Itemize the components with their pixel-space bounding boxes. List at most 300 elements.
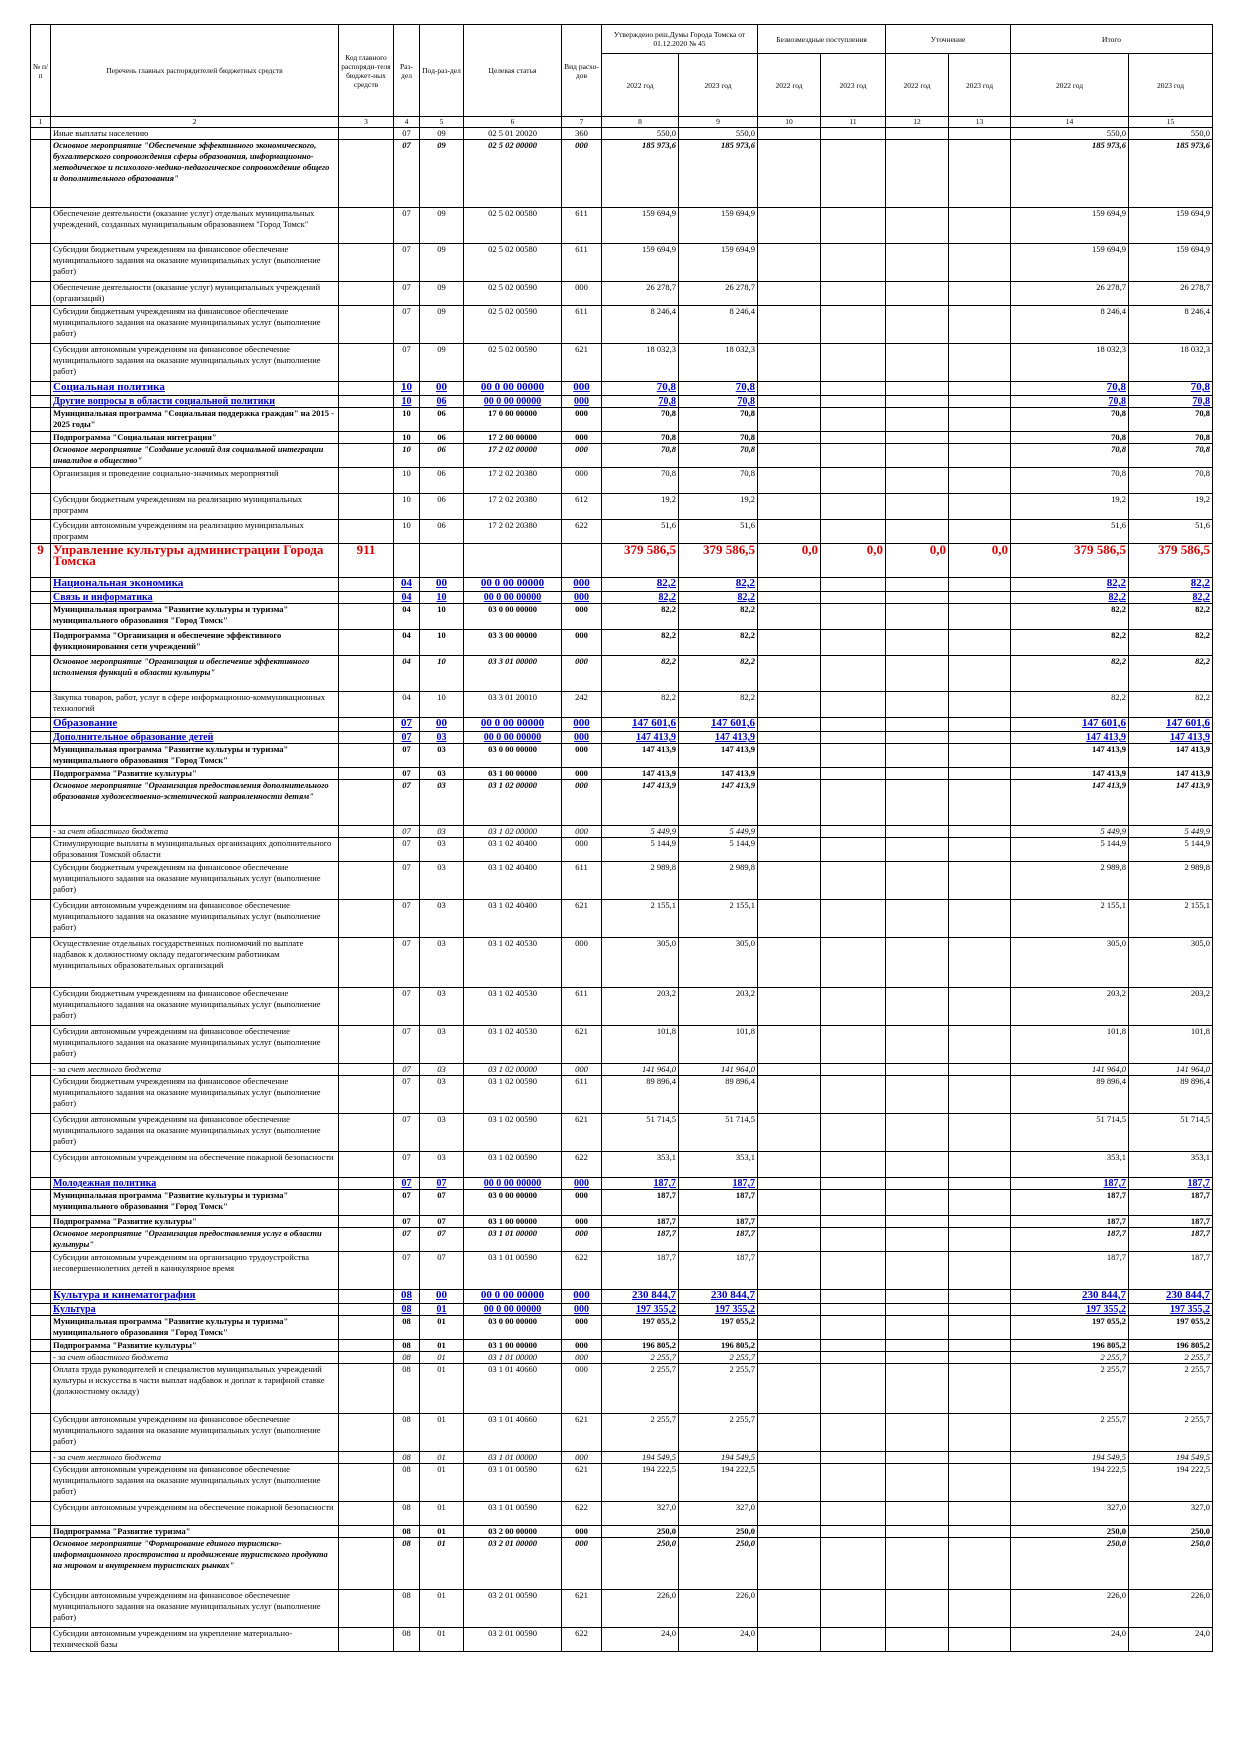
free-2022	[758, 1364, 821, 1414]
clarify-2023	[949, 432, 1011, 444]
table-row	[31, 630, 1213, 656]
free-2022	[758, 494, 821, 520]
row-target-article: 03 2 01 00590	[464, 1590, 562, 1628]
clarify-2023	[949, 938, 1011, 988]
approved-2022: 82,2	[602, 656, 679, 692]
clarify-2022	[886, 1228, 949, 1252]
clarify-2023	[949, 1190, 1011, 1216]
total-2023: 147 413,9	[1129, 768, 1213, 780]
total-2022: 70,8	[1011, 382, 1129, 396]
clarify-2022	[886, 692, 949, 718]
clarify-2022	[886, 838, 949, 862]
free-2022	[758, 692, 821, 718]
row-code	[339, 718, 394, 732]
approved-2022: 2 255,7	[602, 1352, 679, 1364]
row-section: 08	[394, 1304, 420, 1316]
total-2023: 230 844,7	[1129, 1290, 1213, 1304]
total-2022: 101,8	[1011, 1026, 1129, 1064]
row-name: Субсидии бюджетным учреждениям на финансовое обеспечение муниципального задания на оказание муниципальных услуг (выполнение работ)	[51, 244, 339, 282]
row-target-article: 17 2 00 00000	[464, 432, 562, 444]
approved-2023: 82,2	[679, 592, 758, 604]
row-section: 07	[394, 1064, 420, 1076]
row-target-article: 00 0 00 00000	[464, 396, 562, 408]
approved-2023: 230 844,7	[679, 1290, 758, 1304]
free-2023	[821, 520, 886, 544]
row-number	[31, 1304, 51, 1316]
row-subsection: 03	[420, 1152, 464, 1178]
total-2022: 194 549,5	[1011, 1452, 1129, 1464]
clarify-2022	[886, 900, 949, 938]
row-name: Стимулирующие выплаты в муниципальных организациях дополнительного образования Томской области	[51, 838, 339, 862]
free-2023	[821, 744, 886, 768]
total-2022: 187,7	[1011, 1216, 1129, 1228]
free-2023	[821, 578, 886, 592]
clarify-2022	[886, 1064, 949, 1076]
free-2023	[821, 344, 886, 382]
approved-2022: 82,2	[602, 604, 679, 630]
approved-2023: 194 222,5	[679, 1464, 758, 1502]
total-2023: 187,7	[1129, 1216, 1213, 1228]
row-subsection: 03	[420, 938, 464, 988]
table-row	[31, 494, 1213, 520]
total-2023: 82,2	[1129, 656, 1213, 692]
row-number	[31, 382, 51, 396]
approved-2022: 82,2	[602, 630, 679, 656]
approved-2022: 203,2	[602, 988, 679, 1026]
free-2022	[758, 862, 821, 900]
row-name: Муниципальная программа "Развитие культуры и туризма" муниципального образования "Город Томск"	[51, 744, 339, 768]
clarify-2022	[886, 1304, 949, 1316]
clarify-2022	[886, 1340, 949, 1352]
row-target-article: 03 1 02 00590	[464, 1076, 562, 1114]
free-2022	[758, 1628, 821, 1652]
row-code	[339, 306, 394, 344]
row-number	[31, 732, 51, 744]
approved-2022: 196 805,2	[602, 1340, 679, 1352]
total-2022: 51,6	[1011, 520, 1129, 544]
row-code	[339, 604, 394, 630]
total-2023: 147 601,6	[1129, 718, 1213, 732]
row-target-article: 03 0 00 00000	[464, 604, 562, 630]
row-number	[31, 656, 51, 692]
row-expense-type: 000	[562, 630, 602, 656]
free-2023	[821, 732, 886, 744]
row-name: Дополнительное образование детей	[51, 732, 339, 744]
row-target-article: 03 2 01 00000	[464, 1538, 562, 1590]
approved-2022: 194 549,5	[602, 1452, 679, 1464]
table-row	[31, 282, 1213, 306]
free-2022	[758, 1526, 821, 1538]
table-row	[31, 656, 1213, 692]
row-expense-type: 000	[562, 768, 602, 780]
row-number	[31, 1228, 51, 1252]
row-number	[31, 604, 51, 630]
total-2023: 5 449,9	[1129, 826, 1213, 838]
row-number	[31, 140, 51, 208]
free-2023	[821, 1190, 886, 1216]
total-2023: 141 964,0	[1129, 1064, 1213, 1076]
row-expense-type: 611	[562, 306, 602, 344]
approved-2023: 327,0	[679, 1502, 758, 1526]
row-code	[339, 838, 394, 862]
clarify-2022	[886, 1364, 949, 1414]
row-name: Субсидии автономным учреждениям на обеспечение пожарной безопасности	[51, 1152, 339, 1178]
row-number	[31, 718, 51, 732]
row-target-article: 03 1 00 00000	[464, 1216, 562, 1228]
total-2023: 194 222,5	[1129, 1464, 1213, 1502]
free-2023	[821, 1464, 886, 1502]
approved-2022: 250,0	[602, 1526, 679, 1538]
row-section: 10	[394, 408, 420, 432]
free-2022	[758, 1502, 821, 1526]
clarify-2023	[949, 780, 1011, 826]
row-name: Подпрограмма "Развитие культуры"	[51, 768, 339, 780]
row-name: Субсидии автономным учреждениям на финансовое обеспечение муниципального задания на оказание муниципальных услуг (выполнение работ)	[51, 1464, 339, 1502]
header-year: 2023 год	[679, 54, 758, 117]
row-target-article: 02 5 02 00590	[464, 306, 562, 344]
row-subsection: 03	[420, 744, 464, 768]
row-number	[31, 1178, 51, 1190]
row-section: 08	[394, 1628, 420, 1652]
row-name: Иные выплаты населению	[51, 128, 339, 140]
approved-2023: 550,0	[679, 128, 758, 140]
row-target-article: 17 2 02 00000	[464, 444, 562, 468]
clarify-2022	[886, 1316, 949, 1340]
row-name: Субсидии бюджетным учреждениям на финансовое обеспечение муниципального задания на оказание муниципальных услуг (выполнение работ)	[51, 306, 339, 344]
row-target-article: 00 0 00 00000	[464, 1290, 562, 1304]
free-2023	[821, 306, 886, 344]
row-number	[31, 1316, 51, 1340]
row-name: Основное мероприятие "Создание условий для социальной интеграции инвалидов в общество"	[51, 444, 339, 468]
free-2023	[821, 1290, 886, 1304]
row-code	[339, 520, 394, 544]
table-row	[31, 1364, 1213, 1414]
row-target-article: 03 1 02 00590	[464, 1152, 562, 1178]
total-2022: 159 694,9	[1011, 208, 1129, 244]
total-2023: 226,0	[1129, 1590, 1213, 1628]
clarify-2023	[949, 578, 1011, 592]
row-target-article: 03 1 02 40400	[464, 838, 562, 862]
row-subsection: 07	[420, 1190, 464, 1216]
row-section: 10	[394, 520, 420, 544]
row-code	[339, 208, 394, 244]
clarify-2023	[949, 1538, 1011, 1590]
row-target-article: 03 1 02 40400	[464, 900, 562, 938]
total-2022: 70,8	[1011, 396, 1129, 408]
total-2022: 147 413,9	[1011, 780, 1129, 826]
total-2022: 230 844,7	[1011, 1290, 1129, 1304]
row-subsection: 01	[420, 1304, 464, 1316]
row-name: Субсидии бюджетным учреждениям на финансовое обеспечение муниципального задания на оказание муниципальных услуг (выполнение работ)	[51, 862, 339, 900]
approved-2022: 5 144,9	[602, 838, 679, 862]
row-subsection: 10	[420, 630, 464, 656]
table-row	[31, 1026, 1213, 1064]
row-number	[31, 780, 51, 826]
free-2023	[821, 630, 886, 656]
row-number	[31, 306, 51, 344]
approved-2022: 8 246,4	[602, 306, 679, 344]
row-name: Субсидии автономным учреждениям на финансовое обеспечение муниципального задания на оказание муниципальных услуг (выполнение работ)	[51, 1114, 339, 1152]
approved-2022: 305,0	[602, 938, 679, 988]
row-name: Субсидии автономным учреждениям на финансовое обеспечение муниципального задания на оказание муниципальных услуг (выполнение работ)	[51, 1026, 339, 1064]
total-2023: 159 694,9	[1129, 244, 1213, 282]
total-2023: 197 055,2	[1129, 1316, 1213, 1340]
row-target-article: 03 1 02 40530	[464, 988, 562, 1026]
total-2023: 147 413,9	[1129, 780, 1213, 826]
row-number	[31, 468, 51, 494]
row-target-article: 03 1 02 00000	[464, 1064, 562, 1076]
clarify-2022	[886, 1216, 949, 1228]
row-expense-type: 000	[562, 826, 602, 838]
row-code	[339, 900, 394, 938]
approved-2023: 250,0	[679, 1538, 758, 1590]
column-number: 10	[758, 117, 821, 128]
row-name: Управление культуры администрации Города Томска	[51, 544, 339, 578]
row-subsection: 09	[420, 244, 464, 282]
row-subsection: 00	[420, 382, 464, 396]
clarify-2023	[949, 1152, 1011, 1178]
row-section: 07	[394, 282, 420, 306]
approved-2022: 187,7	[602, 1252, 679, 1290]
row-name: Социальная политика	[51, 382, 339, 396]
free-2023	[821, 692, 886, 718]
clarify-2022	[886, 604, 949, 630]
approved-2023: 2 255,7	[679, 1414, 758, 1452]
total-2023: 18 032,3	[1129, 344, 1213, 382]
total-2023: 187,7	[1129, 1228, 1213, 1252]
clarify-2022	[886, 780, 949, 826]
free-2023	[821, 1304, 886, 1316]
free-2023	[821, 494, 886, 520]
row-subsection: 03	[420, 1114, 464, 1152]
row-name: Субсидии автономным учреждениям на финансовое обеспечение муниципального задания на оказание муниципальных услуг (выполнение работ)	[51, 1590, 339, 1628]
approved-2022: 250,0	[602, 1538, 679, 1590]
row-subsection: 03	[420, 988, 464, 1026]
clarify-2023	[949, 1452, 1011, 1464]
row-expense-type: 000	[562, 432, 602, 444]
table-row	[31, 1290, 1213, 1304]
row-subsection: 07	[420, 1216, 464, 1228]
row-expense-type: 000	[562, 1340, 602, 1352]
approved-2023: 141 964,0	[679, 1064, 758, 1076]
total-2022: 51 714,5	[1011, 1114, 1129, 1152]
row-subsection: 01	[420, 1538, 464, 1590]
free-2022	[758, 900, 821, 938]
clarify-2022	[886, 988, 949, 1026]
row-subsection: 06	[420, 408, 464, 432]
row-target-article: 03 1 01 40660	[464, 1364, 562, 1414]
row-target-article: 03 1 01 00000	[464, 1352, 562, 1364]
row-section: 07	[394, 1076, 420, 1114]
clarify-2023	[949, 208, 1011, 244]
row-target-article: 02 5 02 00580	[464, 208, 562, 244]
row-name: Национальная экономика	[51, 578, 339, 592]
row-target-article: 03 3 01 00000	[464, 656, 562, 692]
row-target-article: 03 1 02 00590	[464, 1114, 562, 1152]
row-section: 07	[394, 1152, 420, 1178]
row-name: - за счет областного бюджета	[51, 1352, 339, 1364]
total-2023: 19,2	[1129, 494, 1213, 520]
column-number: 9	[679, 117, 758, 128]
total-2023: 51 714,5	[1129, 1114, 1213, 1152]
row-name: - за счет областного бюджета	[51, 826, 339, 838]
row-section: 04	[394, 630, 420, 656]
row-subsection: 06	[420, 396, 464, 408]
row-name: Образование	[51, 718, 339, 732]
row-expense-type: 622	[562, 1252, 602, 1290]
table-row	[31, 1352, 1213, 1364]
total-2023: 82,2	[1129, 578, 1213, 592]
free-2023	[821, 1538, 886, 1590]
free-2022	[758, 468, 821, 494]
header-section: Раз-дел	[394, 25, 420, 117]
total-2023: 5 144,9	[1129, 838, 1213, 862]
row-name: Осуществление отдельных государственных полномочий по выплате надбавок к должностному окладу педагогическим работникам муниципальных образовательных организаций	[51, 938, 339, 988]
header-exptype: Вид расхо-дов	[562, 25, 602, 117]
total-2022: 147 601,6	[1011, 718, 1129, 732]
header-total: Итого	[1011, 25, 1213, 54]
clarify-2023	[949, 1340, 1011, 1352]
row-target-article: 02 5 02 00580	[464, 244, 562, 282]
table-row	[31, 1190, 1213, 1216]
row-section: 07	[394, 780, 420, 826]
clarify-2023	[949, 244, 1011, 282]
row-number	[31, 988, 51, 1026]
row-expense-type: 000	[562, 1064, 602, 1076]
total-2023: 2 255,7	[1129, 1364, 1213, 1414]
free-2022	[758, 1290, 821, 1304]
table-row	[31, 140, 1213, 208]
free-2023	[821, 1590, 886, 1628]
row-target-article: 00 0 00 00000	[464, 592, 562, 604]
column-number: 12	[886, 117, 949, 128]
clarify-2022	[886, 1464, 949, 1502]
total-2023: 187,7	[1129, 1190, 1213, 1216]
row-section: 07	[394, 128, 420, 140]
approved-2023: 147 413,9	[679, 744, 758, 768]
clarify-2022	[886, 1114, 949, 1152]
approved-2023: 305,0	[679, 938, 758, 988]
row-code	[339, 1216, 394, 1228]
row-name: Обеспечение деятельности (оказание услуг) муниципальных учреждений (организаций)	[51, 282, 339, 306]
row-target-article: 03 3 01 20010	[464, 692, 562, 718]
row-code	[339, 826, 394, 838]
approved-2023: 147 601,6	[679, 718, 758, 732]
row-subsection: 03	[420, 1076, 464, 1114]
row-section: 10	[394, 444, 420, 468]
total-2022: 187,7	[1011, 1190, 1129, 1216]
row-expense-type: 242	[562, 692, 602, 718]
row-number	[31, 862, 51, 900]
free-2022	[758, 744, 821, 768]
total-2022: 2 255,7	[1011, 1352, 1129, 1364]
clarify-2023	[949, 306, 1011, 344]
free-2022	[758, 592, 821, 604]
approved-2022: 70,8	[602, 396, 679, 408]
total-2022: 194 222,5	[1011, 1464, 1129, 1502]
clarify-2022	[886, 656, 949, 692]
approved-2023: 8 246,4	[679, 306, 758, 344]
row-code	[339, 408, 394, 432]
free-2022	[758, 208, 821, 244]
total-2023: 353,1	[1129, 1152, 1213, 1178]
row-expense-type: 000	[562, 1364, 602, 1414]
clarify-2023	[949, 988, 1011, 1026]
approved-2022: 82,2	[602, 692, 679, 718]
row-subsection: 10	[420, 656, 464, 692]
row-section: 07	[394, 732, 420, 744]
total-2022: 250,0	[1011, 1526, 1129, 1538]
table-row	[31, 826, 1213, 838]
clarify-2023	[949, 838, 1011, 862]
row-expense-type: 621	[562, 1026, 602, 1064]
row-subsection: 03	[420, 862, 464, 900]
row-number	[31, 1064, 51, 1076]
row-target-article: 03 1 02 40530	[464, 938, 562, 988]
row-name: Подпрограмма "Развитие туризма"	[51, 1526, 339, 1538]
clarify-2022	[886, 1190, 949, 1216]
table-row	[31, 1628, 1213, 1652]
clarify-2023	[949, 1526, 1011, 1538]
clarify-2022	[886, 1628, 949, 1652]
table-row	[31, 1178, 1213, 1190]
row-code	[339, 862, 394, 900]
row-section: 07	[394, 1114, 420, 1152]
row-expense-type: 000	[562, 1538, 602, 1590]
clarify-2023	[949, 592, 1011, 604]
row-number	[31, 282, 51, 306]
approved-2022: 147 601,6	[602, 718, 679, 732]
total-2022: 89 896,4	[1011, 1076, 1129, 1114]
column-number: 13	[949, 117, 1011, 128]
approved-2023: 187,7	[679, 1178, 758, 1190]
approved-2022: 187,7	[602, 1216, 679, 1228]
free-2022	[758, 1452, 821, 1464]
row-expense-type: 621	[562, 1464, 602, 1502]
free-2022	[758, 1316, 821, 1340]
row-section: 07	[394, 1252, 420, 1290]
approved-2023: 82,2	[679, 630, 758, 656]
row-code	[339, 1590, 394, 1628]
column-number: 2	[51, 117, 339, 128]
approved-2023: 187,7	[679, 1228, 758, 1252]
clarify-2023	[949, 1316, 1011, 1340]
row-expense-type	[562, 544, 602, 578]
row-section: 07	[394, 718, 420, 732]
table-row	[31, 780, 1213, 826]
free-2023	[821, 396, 886, 408]
row-section: 08	[394, 1526, 420, 1538]
approved-2023: 70,8	[679, 396, 758, 408]
clarify-2023	[949, 1216, 1011, 1228]
row-expense-type: 000	[562, 382, 602, 396]
clarify-2022	[886, 1152, 949, 1178]
total-2023: 196 805,2	[1129, 1340, 1213, 1352]
row-expense-type: 000	[562, 592, 602, 604]
approved-2023: 185 973,6	[679, 140, 758, 208]
row-expense-type: 622	[562, 520, 602, 544]
row-code	[339, 140, 394, 208]
total-2023: 89 896,4	[1129, 1076, 1213, 1114]
row-expense-type: 000	[562, 732, 602, 744]
clarify-2022	[886, 1178, 949, 1190]
clarify-2022	[886, 1252, 949, 1290]
row-subsection: 09	[420, 128, 464, 140]
total-2022: 70,8	[1011, 468, 1129, 494]
row-subsection: 01	[420, 1414, 464, 1452]
clarify-2022	[886, 208, 949, 244]
total-2022: 18 032,3	[1011, 344, 1129, 382]
